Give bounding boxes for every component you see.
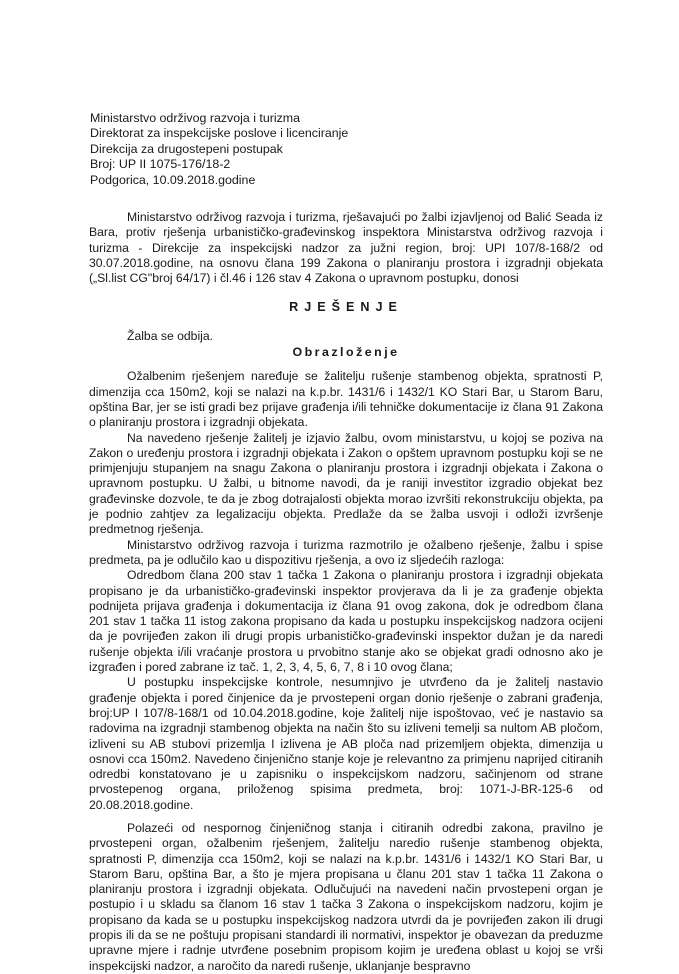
decision-text: Žalba se odbija. — [127, 328, 214, 343]
paragraph-conclusion: Polazeći od nespornog činjeničnog stanja i citiranih odredbi zakona, pravilno je prvostepeni organ, ožalbenim rješenjem, žalitelju naredio rušenje stambenog objekta, spratnosti P, dimenzija cca 150m2, koji se nalazi na k.p.br. 1431/6 i 1432/1 KO Stari Bar, u Starom Baru, opština Bar, a što je mjera propisana u članu 201 stav 1 tačka 11 Zakona o planiranju prostora i izgradnji objekata. Odlučujući na navedeni način prvostepeni organ je postupio i u skladu sa članom 16 stav 1 tačka 3 Zakona o inspekcijskom nadzoru, kojim je propisano da kada se u postupku inspekcijskog nadzora utvrdi da je povrijeđen zakon ili drugi propis ili da se ne poštuju propisani standardi ili normativi, inspektor je obavezan da preduzme upravne mjere i radnje utvrđene posebnim propisom kojim je uređena oblast u kojoj se vrši inspekcijski nadzor, a naročito da naredi rušenje, uklanjanje bespravno — [89, 820, 603, 973]
document-body — [89, 210, 603, 974]
paragraph-ministry-review: Ministarstvo održivog razvoja i turizma razmotrilo je ožalbeno rješenje, žalbu i spise predmeta, pa je odlučilo kao u dispozitivu rješenja, a ovo iz sljedećih razloga: — [89, 537, 603, 567]
header-place-date: Podgorica, 10.09.2018.godine — [90, 172, 256, 187]
header-directorate-unit: Direkcija za drugostepeni postupak — [90, 141, 283, 156]
paragraph-appeal-claims: Na navedeno rješenje žalitelj je izjavio žalbu, ovom ministarstvu, u kojoj se poziva na Zakon o uređenju prostora i izgradnji objekata i Zakon o opštem upravnom postupku koji se ne primjenjuju stupanjem na snagu Zakona o planiranju prostora i izgradnji objekata i Zakona o upravnom postupku. U žalbi, u bitnome navodi, da je raniji investitor izgradio objekat bez građevinske dozvole, te da je zbog dotrajalosti objekta morao izvršiti rekonstrukciju objekta, pa je podnio zahtjev za legalizaciju objekta. Predlaže da se žalba usvoji i odloži izvršenje predmetnog rješenja. — [89, 430, 603, 537]
header-case-number: Broj: UP II 1075-176/18-2 — [90, 157, 231, 172]
paragraph-appealed-decision: Ožalbenim rješenjem naređuje se žalitelju rušenje stambenog objekta, spratnosti P, dimenzija cca 150m2, koji se nalazi na k.p.br. 1431/6 i 1432/1 KO Stari Bar, u Starom Baru, opština Bar, jer se isti gradi bez prijave građenja i/ili tehničke dokumentacije iz člana 91 Zakona o planiranju prostora i izgradnji objekata. — [89, 369, 603, 430]
intro-paragraph: Ministarstvo održivog razvoja i turizma, rješavajući po žalbi izjavljenoj od Balić Seada iz Bara, protiv rješenja urbanističko-građevinskog inspektora Ministarstva održivog razvoja i turizma - Direkcije za inspekcijski nadzor za južni region, broj: UPI 107/8-168/2 od 30.07.2018.godine, na osnovu člana 199 Zakona o planiranju prostora i izgradnji objekata („Sl.list CG"broj 64/17) i čl.46 i 126 stav 4 Zakona o upravnom postupku, donosi — [89, 210, 603, 286]
document-header — [90, 111, 348, 188]
paragraph-inspection-findings: U postupku inspekcijske kontrole, nesumnjivo je utvrđeno da je žalitelj nastavio građenje objekta i pored činjenice da je prvostepeni organ donio rješenje o zabrani građenja, broj:UP I 107/8-168/1 od 10.04.2018.godine, koje žalitelj nije ispoštovao, već je nastavio sa radovima na izgradnji stambenog objekta na način što su izliveni temelji sa nultom AB pločom, izliveni su AB stubovi prizemlja I izlivena je AB ploča nad prizemljem objekta, dimenzija u osnovi cca 150m2. Navedeno činjenično stanje koje je relevantno za primjenu naprijed citiranih odredbi konstatovano je u zapisniku o inspekcijskom nadzoru, sačinjenom od strane prvostepenog organa, priloženog spisima predmeta, broj: 1071-J-BR-125-6 od 20.08.2018.godine. — [89, 675, 603, 812]
document-title: RJEŠENJE — [289, 300, 403, 315]
header-directorate: Direktorat za inspekcijske poslove i licenciranje — [90, 126, 349, 141]
reasoning-heading: Obrazloženje — [292, 345, 400, 360]
paragraph-legal-provisions: Odredbom člana 200 stav 1 tačka 1 Zakona o planiranju prostora i izgradnji objekata propisano je da urbanističko-građevinski inspektor provjerava da li je za građenje objekta podnijeta prijava građenja i dokumentacija iz člana 91 ovog zakona, dok je odredbom člana 201 stav 1 tačka 11 istog zakona propisano da kada u postupku inspekcijskog nadzora ocijeni da je povrijeđen zakon ili drugi propis urbanističko-građevinski inspektor dužan je da naredi rušenje objekta i/ili vraćanje prostora u prvobitno stanje ako se objekat gradi odnosno ako je izgrađen i pored zabrane iz tač. 1, 2, 3, 4, 5, 6, 7, 8 i 10 ovog člana; — [89, 568, 603, 675]
header-ministry: Ministarstvo održivog razvoja i turizma — [90, 111, 301, 125]
